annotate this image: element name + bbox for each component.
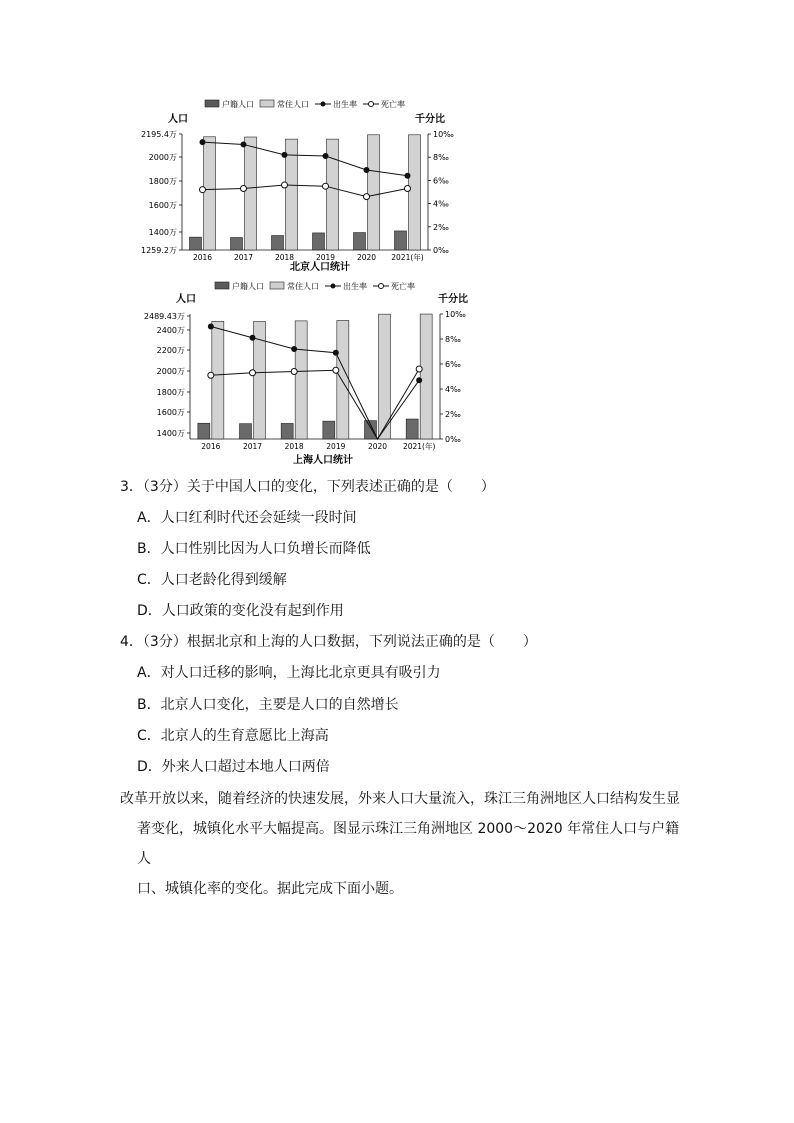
chart-caption: 上海人口统计 (293, 455, 353, 466)
bar-hukou (198, 423, 210, 439)
legend-marker-birth (331, 284, 336, 289)
x-tick-label: 2018 (284, 442, 304, 451)
left-tick-label: 2195.4万 (141, 130, 177, 139)
point-birth (208, 324, 214, 330)
bar-hukou (240, 424, 252, 439)
point-birth (200, 139, 206, 145)
right-tick-label: 8‰ (433, 153, 449, 163)
x-tick-label: 2021(年) (402, 442, 436, 451)
point-birth (291, 346, 297, 352)
point-birth (323, 153, 329, 159)
point-death (282, 182, 288, 188)
left-tick-label: 1600万 (156, 408, 185, 417)
point-death (416, 366, 422, 372)
question-3-option-b: B．人口性别比因为人口负增长而降低 (137, 541, 371, 557)
passage-line-1: 改革开放以来，随着经济的快速发展，外来人口大量流入，珠江三角洲地区人口结构发生显 (120, 791, 680, 807)
legend-marker-death (379, 284, 384, 289)
x-tick-label: 2016 (201, 442, 221, 451)
right-tick-label: 0‰ (445, 435, 461, 444)
passage (120, 784, 680, 904)
right-tick-label: 6‰ (433, 176, 449, 186)
left-tick-label: 1400万 (156, 429, 185, 438)
point-birth (333, 350, 339, 356)
bar-hukou (313, 233, 325, 250)
legend-label-changzhu: 常住人口 (287, 282, 319, 291)
question-3-option-a: A．人口红利时代还会延续一段时间 (137, 510, 357, 526)
right-axis-title: 千分比 (438, 294, 468, 305)
bar-hukou (395, 231, 407, 250)
question-3-option-d: D．人口政策的变化没有起到作用 (137, 603, 344, 619)
bar-hukou (231, 238, 243, 250)
point-death (333, 367, 339, 373)
left-tick-label: 2200万 (156, 346, 185, 355)
left-tick-label: 1600万 (148, 201, 177, 210)
legend-label-death: 死亡率 (381, 100, 405, 109)
x-tick-label: 2017 (242, 442, 263, 451)
question-4-option-a: A．对人口迁移的影响，上海比北京更具有吸引力 (137, 665, 441, 681)
x-tick-label: 2016 (192, 253, 213, 262)
left-axis-title: 人口 (168, 114, 188, 125)
point-birth (416, 377, 422, 383)
legend-label-birth: 出生率 (343, 282, 367, 291)
question-4-option-c: C．北京人的生育意愿比上海高 (137, 728, 329, 744)
bar-changzhu (337, 320, 349, 439)
legend-swatch-hukou (205, 100, 219, 107)
passage-line-2: 著变化，城镇化水平大幅提高。图显示珠江三角洲地区 2000～2020 年常住人口与户籍人 (137, 821, 680, 867)
legend-label-changzhu: 常住人口 (277, 100, 309, 109)
beijing-chart (120, 94, 460, 274)
legend-swatch-hukou (215, 282, 229, 289)
legend-swatch-changzhu (270, 282, 284, 289)
legend-label-death: 死亡率 (391, 282, 415, 291)
point-death (405, 186, 411, 192)
point-birth (405, 173, 411, 179)
x-tick-label: 2019 (326, 442, 346, 451)
bar-hukou (190, 237, 202, 250)
left-tick-label: 2400万 (156, 326, 185, 335)
x-tick-label: 2019 (315, 253, 336, 262)
point-birth (241, 141, 247, 147)
legend-label-hukou: 户籍人口 (222, 100, 254, 109)
shanghai-chart (120, 278, 468, 470)
legend-label-birth: 出生率 (333, 100, 357, 109)
x-tick-label: 2021(年) (391, 253, 424, 262)
right-tick-label: 10‰ (433, 130, 454, 139)
point-death (241, 186, 247, 192)
left-tick-label: 1800万 (148, 177, 177, 186)
legend-marker-death (369, 102, 374, 107)
point-death (323, 183, 329, 189)
left-tick-label: 1800万 (156, 388, 185, 397)
left-tick-label: 2000万 (156, 367, 185, 376)
question-4-option-b: B．北京人口变化，主要是人口的自然增长 (137, 697, 399, 713)
question-3-option-c: C．人口老龄化得到缓解 (137, 572, 287, 588)
legend-label-hukou: 户籍人口 (232, 282, 264, 291)
point-death (364, 194, 370, 200)
bar-changzhu (212, 321, 224, 439)
beijing-chart-svg (120, 94, 460, 274)
x-tick-label: 2020 (367, 442, 388, 451)
bar-hukou (354, 233, 366, 250)
passage-line-3: 口、城镇化率的变化。据此完成下面小题。 (137, 881, 403, 897)
bar-changzhu (245, 137, 257, 250)
x-tick-label: 2020 (356, 253, 377, 262)
bar-changzhu (295, 321, 307, 439)
right-tick-label: 6‰ (445, 360, 461, 369)
bar-hukou (281, 423, 293, 439)
x-tick-label: 2018 (274, 253, 295, 262)
legend-swatch-changzhu (260, 100, 274, 107)
point-birth (250, 335, 256, 341)
x-tick-label: 2017 (233, 253, 254, 262)
left-axis-title: 人口 (176, 294, 196, 305)
bar-hukou (272, 236, 284, 250)
bar-changzhu (368, 135, 380, 250)
chart-caption: 北京人口统计 (290, 262, 350, 273)
legend-marker-birth (321, 102, 326, 107)
point-death (200, 187, 206, 193)
question-4-option-d: D．外来人口超过本地人口两倍 (137, 759, 330, 775)
point-birth (364, 167, 370, 173)
point-birth (282, 152, 288, 158)
left-tick-label: 2489.43万 (143, 312, 185, 321)
left-tick-label: 2000万 (148, 153, 177, 162)
point-death (208, 372, 214, 378)
right-tick-label: 4‰ (433, 199, 449, 209)
left-tick-label: 1259.2万 (141, 246, 177, 255)
right-tick-label: 4‰ (445, 385, 461, 394)
bar-changzhu (409, 135, 421, 250)
bar-changzhu (204, 137, 216, 250)
shanghai-chart-svg (120, 278, 468, 470)
right-tick-label: 0‰ (433, 246, 449, 255)
right-tick-label: 10‰ (445, 310, 466, 319)
point-death (250, 370, 256, 376)
right-tick-label: 8‰ (445, 335, 461, 344)
right-tick-label: 2‰ (433, 222, 449, 232)
question-4-stem: 4．（3分）根据北京和上海的人口数据，下列说法正确的是（ ） (120, 634, 537, 650)
bar-hukou (323, 421, 335, 439)
left-tick-label: 1400万 (148, 228, 177, 237)
point-death (291, 369, 297, 375)
right-tick-label: 2‰ (445, 410, 461, 419)
question-3-stem: 3．（3分）关于中国人口的变化，下列表述正确的是（ ） (120, 479, 495, 495)
bar-hukou (406, 419, 418, 439)
right-axis-title: 千分比 (415, 114, 445, 125)
bar-changzhu (420, 314, 432, 439)
